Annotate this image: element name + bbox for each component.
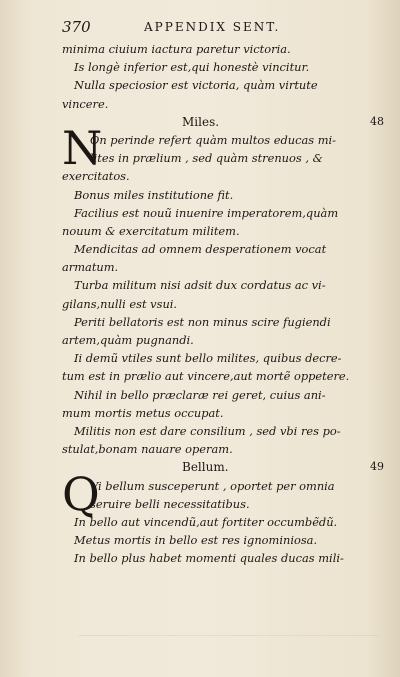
text-line: mum mortis metus occupat. xyxy=(62,405,224,420)
text-line: Vi bellum susceperunt , oportet per omnia xyxy=(90,478,335,493)
page-number: 370 xyxy=(62,18,91,36)
running-head: APPENDIX SENT. xyxy=(144,20,281,34)
text-line: lites in prælium , sed quàm strenuos , & xyxy=(90,151,323,166)
section-number: 48 xyxy=(370,114,384,128)
text-line: artem,quàm pugnandi. xyxy=(62,333,194,347)
text-line: exercitatos. xyxy=(62,169,130,184)
text-line: gilans,nulli est vsui. xyxy=(62,296,178,311)
text-line: Mendicitas ad omnem desperationem vocat xyxy=(74,242,327,257)
text-line: In bello aut vincendũ,aut fortiter occumbẽdũ. xyxy=(74,514,338,529)
text-line: Militis non est dare consilium , sed vbi res po- xyxy=(74,423,341,438)
text-line: Metus mortis in bello est res ignominiosa. xyxy=(74,533,318,548)
dropcap-letter: N xyxy=(62,120,103,175)
section-number: 49 xyxy=(370,460,384,474)
text-line: vincere. xyxy=(62,96,109,111)
text-line: Nulla speciosior est victoria, quàm virtute xyxy=(74,78,318,93)
text-line: Periti bellatoris est non minus scire fugiendi xyxy=(74,314,331,329)
text-line: Turba militum nisi adsit dux cordatus ac vi- xyxy=(74,278,326,293)
text-line: tum est in prælio aut vincere,aut mortẽ oppetere. xyxy=(62,369,350,384)
text-line: seruire belli necessitatibus. xyxy=(90,496,250,511)
text-line: armatum. xyxy=(62,260,119,275)
text-line: Ii demũ vtiles sunt bello milites, quibus decre- xyxy=(74,351,342,366)
section-title: Bellum. xyxy=(182,460,229,475)
section-heading-bellum xyxy=(62,458,384,476)
text-line: stulat,bonam nauare operam. xyxy=(62,442,233,457)
section-title: Miles. xyxy=(182,114,220,129)
text-line: Nihil in bello præclaræ rei geret, cuius ani- xyxy=(74,387,326,402)
text-line: On perinde refert quàm multos educas mi- xyxy=(90,132,337,147)
text-line: In bello plus habet momenti quales ducas mili- xyxy=(74,551,344,566)
text-line: nouum & exercitatum militem. xyxy=(62,223,240,238)
text-line: minima ciuium iactura paretur victoria. xyxy=(62,42,291,56)
section-heading-miles xyxy=(62,113,384,131)
text-line: Bonus miles institutione fit. xyxy=(74,187,234,202)
dropcap-letter: Q xyxy=(62,466,100,521)
blank-lower-margin xyxy=(78,575,378,636)
text-line: Facilius est nouũ inuenire imperatorem,quàm xyxy=(74,205,339,220)
page-text xyxy=(62,40,384,567)
page-header xyxy=(62,18,382,36)
text-line: Is longè inferior est,qui honestè vincitur. xyxy=(74,60,310,75)
